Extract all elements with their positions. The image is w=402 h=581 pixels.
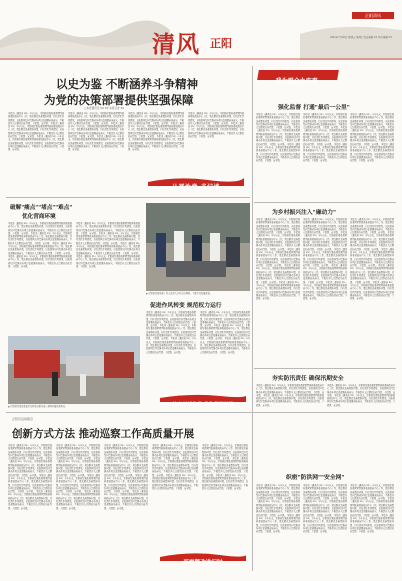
- rt-col-1-text-b: 本报讯（通讯员 XX）今年以来，正阳县纪委监委紧紧围绕县委县政府中心工作，聚焦群众急难愁盼问题，持续深化作风建设，以监督执纪问责推动各项决策部署落地落实，不断提升人民群众的获得感、幸福感、安全感。: [256, 126, 300, 146]
- lead-col-3-text-c: 本报讯（通讯员 XX）今年以来，正阳县纪委监委紧紧围绕县委县政府中心工作，聚焦群众急难愁盼问题，持续深化作风建设，以监督执纪问责推动各项决策部署落地落实，不断提升人民群众的获得感、幸福感、安全感。: [128, 135, 184, 152]
- b-col-4-text: 本报讯（通讯员 XX）今年以来，正阳县纪委监委紧紧围绕县委县政府中心工作，聚焦群众急难愁盼问题，持续深化作风建设，以监督执纪问责推动各项决策部署落地落实，不断提升人民群众的获得感、幸福感、安全感。: [152, 444, 198, 461]
- cm-col-1-text: 本报讯（通讯员 XX）今年以来，正阳县纪委监委紧紧围绕县委县政府中心工作，聚焦群众急难愁盼问题，持续深化作风建设，以监督执纪问责推动各项决策部署落地落实，不断提升人民群众的获得感、幸福感、安全感。: [146, 311, 196, 328]
- mid-left-col-2: [76, 222, 140, 326]
- rb-col-2-text: 本报讯（通讯员 XX）今年以来，正阳县纪委监委紧紧围绕县委县政府中心工作，聚焦群众急难愁盼问题，持续深化作风建设，以监督执纪问责推动各项决策部署落地落实，不断提升人民群众的获得感、幸福感、安全感。: [327, 384, 395, 397]
- masthead-mountain-art: [0, 0, 402, 60]
- bottom-col-1: [8, 444, 52, 572]
- lead-title-line2: 为党的决策部署提供坚强保障: [44, 93, 194, 107]
- lead-col-1-text-b: 本报讯（通讯员 XX）今年以来，正阳县纪委监委紧紧围绕县委县政府中心工作，聚焦群众急难愁盼问题，持续深化作风建设，以监督执纪问责推动各项决策部署落地落实，不断提升人民群众的获得感、幸福感、安全感。: [8, 121, 64, 139]
- bottom-col-2: [56, 444, 100, 572]
- right-top-col-1: [256, 113, 300, 201]
- cm-col-2-text-b: 本报讯（通讯员 XX）今年以来，正阳县纪委监委紧紧围绕县委县政府中心工作，聚焦群众急难愁盼问题，持续深化作风建设，以监督执纪问责推动各项决策部署落地落实，不断提升人民群众的获得感、幸福感、安全感。: [200, 324, 250, 341]
- center-mid-col-1: [146, 311, 196, 371]
- right-bottom-col-5: [350, 484, 394, 574]
- lead-col-2: [68, 112, 124, 188]
- rb-col-3-text-b: 本报讯（通讯员 XX）今年以来，正阳县纪委监委紧紧围绕县委县政府中心工作，聚焦群众急难愁盼问题，持续深化作风建设，以监督执纪问责推动各项决策部署落地落实，不断提升人民群众的获得感、幸福感、安全感。: [256, 497, 300, 517]
- rm-col-2-text-c: 本报讯（通讯员 XX）今年以来，正阳县纪委监委紧紧围绕县委县政府中心工作，聚焦群众急难愁盼问题，持续深化作风建设，以监督执纪问责推动各项决策部署落地落实，不断提升人民群众的获得感、幸福感、安全感。: [303, 247, 347, 268]
- lead-col-3-text-b: 本报讯（通讯员 XX）今年以来，正阳县纪委监委紧紧围绕县委县政府中心工作，聚焦群众急难愁盼问题，持续深化作风建设，以监督执纪问责推动各项决策部署落地落实，不断提升人民群众的获得感、幸福感、安全感。: [128, 121, 184, 139]
- photo-left: [8, 336, 140, 404]
- right-top-col-3: [350, 113, 394, 201]
- right-mid-col-2: [303, 218, 347, 364]
- lead-col-1-text: 本报讯（通讯员 XX）今年以来，正阳县纪委监委紧紧围绕县委县政府中心工作，聚焦群众急难愁盼问题，持续深化作风建设，以监督执纪问责推动各项决策部署落地落实，不断提升人民群众的获得感、幸福感、安全感。: [8, 112, 64, 125]
- rm-col-3-text-d: 本报讯（通讯员 XX）今年以来，正阳县纪委监委紧紧围绕县委县政府中心工作，聚焦群众急难愁盼问题，持续深化作风建设，以监督执纪问责推动各项决策部署落地落实，不断提升人民群众的获得感、幸福感、安全感。: [350, 264, 394, 284]
- lead-col-1: [8, 112, 64, 188]
- bottom-col-4: [152, 444, 198, 544]
- rm-col-3-text-c: 本报讯（通讯员 XX）今年以来，正阳县纪委监委紧紧围绕县委县政府中心工作，聚焦群众急难愁盼问题，持续深化作风建设，以监督执纪问责推动各项决策部署落地落实，不断提升人民群众的获得感、幸福感、安全感。: [350, 247, 394, 268]
- bottom-banner-text: 巡察整改进行时: [183, 560, 223, 566]
- rm-col-2-text-d: 本报讯（通讯员 XX）今年以来，正阳县纪委监委紧紧围绕县委县政府中心工作，聚焦群众急难愁盼问题，持续深化作风建设，以监督执纪问责推动各项决策部署落地落实，不断提升人民群众的获得感、幸福感、安全感。: [303, 264, 347, 284]
- rb-col-5-text-b: 本报讯（通讯员 XX）今年以来，正阳县纪委监委紧紧围绕县委县政府中心工作，聚焦群众急难愁盼问题，持续深化作风建设，以监督执纪问责推动各项决策部署落地落实，不断提升人民群众的获得感、幸福感、安全感。: [350, 497, 394, 517]
- center-mid-banner: [160, 393, 246, 408]
- center-mid-col-2: [200, 311, 250, 371]
- right-bottom-col-3: [256, 484, 300, 574]
- rm-col-2-text-e: 本报讯（通讯员 XX）今年以来，正阳县纪委监委紧紧围绕县委县政府中心工作，聚焦群众急难愁盼问题，持续深化作风建设，以监督执纪问责推动各项决策部署落地落实，不断提升人民群众的获得感、幸福感、安全感。: [303, 280, 347, 301]
- rb-col-2-text-b: 本报讯（通讯员 XX）今年以来，正阳县纪委监委紧紧围绕县委县政府中心工作，聚焦群众急难愁盼问题，持续深化作风建设，以监督执纪问责推动各项决策部署落地落实，不断提升人民群众的获得感、幸福感、安全感。: [327, 393, 395, 407]
- b-col-2-text-d: 本报讯（通讯员 XX）今年以来，正阳县纪委监委紧紧围绕县委县政府中心工作，聚焦群众急难愁盼问题，持续深化作风建设，以监督执纪问责推动各项决策部署落地落实，不断提升人民群众的获得感、幸福感、安全感。: [56, 490, 100, 510]
- b-col-3-text-b: 本报讯（通讯员 XX）今年以来，正阳县纪委监委紧紧围绕县委县政府中心工作，聚焦群众急难愁盼问题，持续深化作风建设，以监督执纪问责推动各项决策部署落地落实，不断提升人民群众的获得感、幸福感、安全感。: [104, 457, 148, 477]
- rm-col-2-text: 本报讯（通讯员 XX）今年以来，正阳县纪委监委紧紧围绕县委县政府中心工作，聚焦群众急难愁盼问题，持续深化作风建设，以监督执纪问责推动各项决策部署落地落实，不断提升人民群众的获得感、幸福感、安全感。: [303, 218, 347, 235]
- rm-col-1-text-c: 本报讯（通讯员 XX）今年以来，正阳县纪委监委紧紧围绕县委县政府中心工作，聚焦群众急难愁盼问题，持续深化作风建设，以监督执纪问责推动各项决策部署落地落实，不断提升人民群众的获得感、幸福感、安全感。: [256, 247, 300, 268]
- cm-col-1-text-c: 本报讯（通讯员 XX）今年以来，正阳县纪委监委紧紧围绕县委县政府中心工作，聚焦群众急难愁盼问题，持续深化作风建设，以监督执纪问责推动各项决策部署落地落实，不断提升人民群众的获得感、幸福感、安全感。: [146, 337, 196, 354]
- right-bottom-col-4: [303, 484, 347, 574]
- caption-left: ▲ 正阳县纪委监委派驻纪检监察组对施工现场开展监督检查。: [8, 405, 68, 408]
- right-mid-col-1: [256, 218, 300, 364]
- photo-center-art: [146, 203, 250, 291]
- rm-col-1-text-e: 本报讯（通讯员 XX）今年以来，正阳县纪委监委紧紧围绕县委县政府中心工作，聚焦群众急难愁盼问题，持续深化作风建设，以监督执纪问责推动各项决策部署落地落实，不断提升人民群众的获得感、幸福感、安全感。: [256, 280, 300, 301]
- lead-banner: [148, 176, 244, 191]
- masthead: [0, 0, 402, 60]
- bottom-title: 创新方式方法 推动巡察工作高质量开展: [12, 428, 195, 440]
- right-bottom-col-2: [327, 384, 395, 410]
- rm-col-1-text-d: 本报讯（通讯员 XX）今年以来，正阳县纪委监委紧紧围绕县委县政府中心工作，聚焦群众急难愁盼问题，持续深化作风建设，以监督执纪问责推动各项决策部署落地落实，不断提升人民群众的获得感、幸福感、安全感。: [256, 264, 300, 284]
- ml-col-2-text: 本报讯（通讯员 XX）今年以来，正阳县纪委监委紧紧围绕县委县政府中心工作，聚焦群众急难愁盼问题，持续深化作风建设，以监督执纪问责推动各项决策部署落地落实，不断提升人民群众的获得感、幸福感、安全感。: [76, 222, 140, 235]
- lead-col-2-text: 本报讯（通讯员 XX）今年以来，正阳县纪委监委紧紧围绕县委县政府中心工作，聚焦群众急难愁盼问题，持续深化作风建设，以监督执纪问责推动各项决策部署落地落实，不断提升人民群众的获得感、幸福感、安全感。: [68, 112, 124, 125]
- photo-center: [146, 203, 250, 291]
- rm-col-2-text-b: 本报讯（通讯员 XX）今年以来，正阳县纪委监委紧紧围绕县委县政府中心工作，聚焦群众急难愁盼问题，持续深化作风建设，以监督执纪问责推动各项决策部署落地落实，不断提升人民群众的获得感、幸福感、安全感。: [303, 231, 347, 251]
- mid-left-col-1: [8, 222, 72, 326]
- masthead-title: 清风: [152, 31, 200, 58]
- banner-swoosh-art: [160, 393, 246, 402]
- b-col-2-text-b: 本报讯（通讯员 XX）今年以来，正阳县纪委监委紧紧围绕县委县政府中心工作，聚焦群众急难愁盼问题，持续深化作风建设，以监督执纪问责推动各项决策部署落地落实，不断提升人民群众的获得感、幸福感、安全感。: [56, 457, 100, 477]
- rt-col-3-text: 本报讯（通讯员 XX）今年以来，正阳县纪委监委紧紧围绕县委县政府中心工作，聚焦群众急难愁盼问题，持续深化作风建设，以监督执纪问责推动各项决策部署落地落实，不断提升人民群众的获得感、幸福感、安全感。: [350, 113, 394, 130]
- masthead-region: 正阳: [210, 38, 232, 50]
- lead-col-4-text: 本报讯（通讯员 XX）今年以来，正阳县纪委监委紧紧围绕县委县政府中心工作，聚焦群众急难愁盼问题，持续深化作风建设，以监督执纪问责推动各项决策部署落地落实，不断提升人民群众的获得感、幸福感、安全感。: [188, 112, 244, 125]
- divider: [254, 202, 396, 203]
- rt-col-2-text-b: 本报讯（通讯员 XX）今年以来，正阳县纪委监委紧紧围绕县委县政府中心工作，聚焦群众急难愁盼问题，持续深化作风建设，以监督执纪问责推动各项决策部署落地落实，不断提升人民群众的获得感、幸福感、安全感。: [303, 126, 347, 146]
- b-col-5-text-c: 本报讯（通讯员 XX）今年以来，正阳县纪委监委紧紧围绕县委县政府中心工作，聚焦群众急难愁盼问题，持续深化作风建设，以监督执纪问责推动各项决策部署落地落实，不断提升人民群众的获得感、幸福感、安全感。: [202, 473, 248, 490]
- b-col-1-text-b: 本报讯（通讯员 XX）今年以来，正阳县纪委监委紧紧围绕县委县政府中心工作，聚焦群众急难愁盼问题，持续深化作风建设，以监督执纪问责推动各项决策部署落地落实，不断提升人民群众的获得感、幸福感、安全感。: [8, 457, 52, 477]
- center-mid-banner-text: 转变干部作风 优化营商环境: [172, 402, 234, 408]
- lead-col-1-text-c: 本报讯（通讯员 XX）今年以来，正阳县纪委监委紧紧围绕县委县政府中心工作，聚焦群众急难愁盼问题，持续深化作风建设，以监督执纪问责推动各项决策部署落地落实，不断提升人民群众的获得感、幸福感、安全感。: [8, 135, 64, 152]
- right-bottom-title1: 夯实防汛责任 确保汛期安全: [272, 376, 344, 382]
- rm-col-1-text-b: 本报讯（通讯员 XX）今年以来，正阳县纪委监委紧紧围绕县委县政府中心工作，聚焦群众急难愁盼问题，持续深化作风建设，以监督执纪问责推动各项决策部署落地落实，不断提升人民群众的获得感、幸福感、安全感。: [256, 231, 300, 251]
- mid-left-title-line1: 破解"痛点""堵点""难点": [10, 205, 73, 211]
- right-top-title: 强化监督 打通"最后一公里": [278, 105, 350, 111]
- masthead-date: 2021年7月30日 星期五 第4版 责任编辑 XX 美术编辑 XX: [330, 36, 392, 39]
- b-col-2-text-c: 本报讯（通讯员 XX）今年以来，正阳县纪委监委紧紧围绕县委县政府中心工作，聚焦群众急难愁盼问题，持续深化作风建设，以监督执纪问责推动各项决策部署落地落实，不断提升人民群众的获得感、幸福感、安全感。: [56, 473, 100, 494]
- lead-title-line1: 以史为鉴 不断涵养斗争精神: [56, 77, 199, 91]
- rb-col-4-text-b: 本报讯（通讯员 XX）今年以来，正阳县纪委监委紧紧围绕县委县政府中心工作，聚焦群众急难愁盼问题，持续深化作风建设，以监督执纪问责推动各项决策部署落地落实，不断提升人民群众的获得感、幸福感、安全感。: [303, 497, 347, 517]
- divider: [254, 368, 396, 369]
- right-top-col-2: [303, 113, 347, 201]
- right-bottom-col-1: [256, 384, 324, 410]
- divider: [6, 197, 250, 198]
- rb-col-4-text: 本报讯（通讯员 XX）今年以来，正阳县纪委监委紧紧围绕县委县政府中心工作，聚焦群众急难愁盼问题，持续深化作风建设，以监督执纪问责推动各项决策部署落地落实，不断提升人民群众的获得感、幸福感、安全感。: [303, 484, 347, 501]
- right-top-banner: [257, 70, 339, 85]
- lead-col-2-text-b: 本报讯（通讯员 XX）今年以来，正阳县纪委监委紧紧围绕县委县政府中心工作，聚焦群众急难愁盼问题，持续深化作风建设，以监督执纪问责推动各项决策部署落地落实，不断提升人民群众的获得感、幸福感、安全感。: [68, 121, 124, 139]
- divider: [6, 412, 396, 413]
- bottom-banner: [160, 551, 246, 566]
- caption-center: ▲ 正阳县纪委监委工作人员深入企业走访调研，了解企业发展难题。: [146, 292, 212, 295]
- b-col-1-text-c: 本报讯（通讯员 XX）今年以来，正阳县纪委监委紧紧围绕县委县政府中心工作，聚焦群众急难愁盼问题，持续深化作风建设，以监督执纪问责推动各项决策部署落地落实，不断提升人民群众的获得感、幸福感、安全感。: [8, 473, 52, 494]
- right-top-banner-text: 我为群众办实事: [275, 79, 318, 85]
- rt-col-1-text: 本报讯（通讯员 XX）今年以来，正阳县纪委监委紧紧围绕县委县政府中心工作，聚焦群众急难愁盼问题，持续深化作风建设，以监督执纪问责推动各项决策部署落地落实，不断提升人民群众的获得感、幸福感、安全感。: [256, 113, 300, 130]
- rt-col-2-text: 本报讯（通讯员 XX）今年以来，正阳县纪委监委紧紧围绕县委县政府中心工作，聚焦群众急难愁盼问题，持续深化作风建设，以监督执纪问责推动各项决策部署落地落实，不断提升人民群众的获得感、幸福感、安全感。: [303, 113, 347, 130]
- cm-col-1-text-b: 本报讯（通讯员 XX）今年以来，正阳县纪委监委紧紧围绕县委县政府中心工作，聚焦群众急难愁盼问题，持续深化作风建设，以监督执纪问责推动各项决策部署落地落实，不断提升人民群众的获得感、幸福感、安全感。: [146, 324, 196, 341]
- right-mid-col-3: [350, 218, 394, 364]
- rb-col-3-text: 本报讯（通讯员 XX）今年以来，正阳县纪委监委紧紧围绕县委县政府中心工作，聚焦群众急难愁盼问题，持续深化作风建设，以监督执纪问责推动各项决策部署落地落实，不断提升人民群众的获得感、幸福感、安全感。: [256, 484, 300, 501]
- lead-col-4: [188, 112, 244, 172]
- right-bottom-title2: 织密"防洪网""安全网": [286, 475, 345, 481]
- rt-col-1-text-c: 本报讯（通讯员 XX）今年以来，正阳县纪委监委紧紧围绕县委县政府中心工作，聚焦群众急难愁盼问题，持续深化作风建设，以监督执纪问责推动各项决策部署落地落实，不断提升人民群众的获得感、幸福感、安全感。: [256, 142, 300, 163]
- b-col-2-text: 本报讯（通讯员 XX）今年以来，正阳县纪委监委紧紧围绕县委县政府中心工作，聚焦群众急难愁盼问题，持续深化作风建设，以监督执纪问责推动各项决策部署落地落实，不断提升人民群众的获得感、幸福感、安全感。: [56, 444, 100, 461]
- lead-col-3-text: 本报讯（通讯员 XX）今年以来，正阳县纪委监委紧紧围绕县委县政府中心工作，聚焦群众急难愁盼问题，持续深化作风建设，以监督执纪问责推动各项决策部署落地落实，不断提升人民群众的获得感、幸福感、安全感。: [128, 112, 184, 125]
- rt-col-3-text-c: 本报讯（通讯员 XX）今年以来，正阳县纪委监委紧紧围绕县委县政府中心工作，聚焦群众急难愁盼问题，持续深化作风建设，以监督执纪问责推动各项决策部署落地落实，不断提升人民群众的获得感、幸福感、安全感。: [350, 142, 394, 163]
- photo-left-art: [8, 336, 140, 404]
- rb-col-4-text-c: 本报讯（通讯员 XX）今年以来，正阳县纪委监委紧紧围绕县委县政府中心工作，聚焦群众急难愁盼问题，持续深化作风建设，以监督执纪问责推动各项决策部署落地落实，不断提升人民群众的获得感、幸福感、安全感。: [303, 513, 347, 534]
- divider: [252, 66, 253, 571]
- lead-col-2-text-c: 本报讯（通讯员 XX）今年以来，正阳县纪委监委紧紧围绕县委县政府中心工作，聚焦群众急难愁盼问题，持续深化作风建设，以监督执纪问责推动各项决策部署落地落实，不断提升人民群众的获得感、幸福感、安全感。: [68, 135, 124, 152]
- rm-col-3-text-b: 本报讯（通讯员 XX）今年以来，正阳县纪委监委紧紧围绕县委县政府中心工作，聚焦群众急难愁盼问题，持续深化作风建设，以监督执纪问责推动各项决策部署落地落实，不断提升人民群众的获得感、幸福感、安全感。: [350, 231, 394, 251]
- b-col-5-text-b: 本报讯（通讯员 XX）今年以来，正阳县纪委监委紧紧围绕县委县政府中心工作，聚焦群众急难愁盼问题，持续深化作风建设，以监督执纪问责推动各项决策部署落地落实，不断提升人民群众的获得感、幸福感、安全感。: [202, 457, 248, 477]
- b-col-1-text-d: 本报讯（通讯员 XX）今年以来，正阳县纪委监委紧紧围绕县委县政府中心工作，聚焦群众急难愁盼问题，持续深化作风建设，以监督执纪问责推动各项决策部署落地落实，不断提升人民群众的获得感、幸福感、安全感。: [8, 490, 52, 510]
- lead-byline: □本报通讯员 XX XX 本报记者 XX: [84, 107, 125, 110]
- b-col-4-text-c: 本报讯（通讯员 XX）今年以来，正阳县纪委监委紧紧围绕县委县政府中心工作，聚焦群众急难愁盼问题，持续深化作风建设，以监督执纪问责推动各项决策部署落地落实，不断提升人民群众的获得感、幸福感、安全感。: [152, 473, 198, 490]
- b-col-3-text-d: 本报讯（通讯员 XX）今年以来，正阳县纪委监委紧紧围绕县委县政府中心工作，聚焦群众急难愁盼问题，持续深化作风建设，以监督执纪问责推动各项决策部署落地落实，不断提升人民群众的获得感、幸福感、安全感。: [104, 490, 148, 510]
- bottom-col-5: [202, 444, 248, 544]
- ml-col-1-text-c: 本报讯（通讯员 XX）今年以来，正阳县纪委监委紧紧围绕县委县政府中心工作，聚焦群众急难愁盼问题，持续深化作风建设，以监督执纪问责推动各项决策部署落地落实，不断提升人民群众的获得感、幸福感、安全感。: [8, 241, 72, 255]
- b-col-1-text: 本报讯（通讯员 XX）今年以来，正阳县纪委监委紧紧围绕县委县政府中心工作，聚焦群众急难愁盼问题，持续深化作风建设，以监督执纪问责推动各项决策部署落地落实，不断提升人民群众的获得感、幸福感、安全感。: [8, 444, 52, 461]
- center-mid-title: 促进作风转变 规范权力运行: [150, 303, 222, 309]
- b-col-4-text-b: 本报讯（通讯员 XX）今年以来，正阳县纪委监委紧紧围绕县委县政府中心工作，聚焦群众急难愁盼问题，持续深化作风建设，以监督执纪问责推动各项决策部署落地落实，不断提升人民群众的获得感、幸福感、安全感。: [152, 457, 198, 477]
- rt-col-2-text-c: 本报讯（通讯员 XX）今年以来，正阳县纪委监委紧紧围绕县委县政府中心工作，聚焦群众急难愁盼问题，持续深化作风建设，以监督执纪问责推动各项决策部署落地落实，不断提升人民群众的获得感、幸福感、安全感。: [303, 142, 347, 163]
- right-mid-title: 为乡村振兴注入"廉动力": [272, 210, 337, 216]
- ml-col-1-text-b: 本报讯（通讯员 XX）今年以来，正阳县纪委监委紧紧围绕县委县政府中心工作，聚焦群众急难愁盼问题，持续深化作风建设，以监督执纪问责推动各项决策部署落地落实，不断提升人民群众的获得感、幸福感、安全感。: [8, 231, 72, 245]
- rb-col-3-text-c: 本报讯（通讯员 XX）今年以来，正阳县纪委监委紧紧围绕县委县政府中心工作，聚焦群众急难愁盼问题，持续深化作风建设，以监督执纪问责推动各项决策部署落地落实，不断提升人民群众的获得感、幸福感、安全感。: [256, 513, 300, 534]
- masthead-logo: 正阳清风: [352, 12, 394, 19]
- lead-banner-text: 从严治党·书记谈: [172, 185, 220, 191]
- b-col-3-text-c: 本报讯（通讯员 XX）今年以来，正阳县纪委监委紧紧围绕县委县政府中心工作，聚焦群众急难愁盼问题，持续深化作风建设，以监督执纪问责推动各项决策部署落地落实，不断提升人民群众的获得感、幸福感、安全感。: [104, 473, 148, 494]
- rt-col-3-text-b: 本报讯（通讯员 XX）今年以来，正阳县纪委监委紧紧围绕县委县政府中心工作，聚焦群众急难愁盼问题，持续深化作风建设，以监督执纪问责推动各项决策部署落地落实，不断提升人民群众的获得感、幸福感、安全感。: [350, 126, 394, 146]
- rb-col-5-text: 本报讯（通讯员 XX）今年以来，正阳县纪委监委紧紧围绕县委县政府中心工作，聚焦群众急难愁盼问题，持续深化作风建设，以监督执纪问责推动各项决策部署落地落实，不断提升人民群众的获得感、幸福感、安全感。: [350, 484, 394, 501]
- cm-col-2-text: 本报讯（通讯员 XX）今年以来，正阳县纪委监委紧紧围绕县委县政府中心工作，聚焦群众急难愁盼问题，持续深化作风建设，以监督执纪问责推动各项决策部署落地落实，不断提升人民群众的获得感、幸福感、安全感。: [200, 311, 250, 328]
- rb-col-1-text: 本报讯（通讯员 XX）今年以来，正阳县纪委监委紧紧围绕县委县政府中心工作，聚焦群众急难愁盼问题，持续深化作风建设，以监督执纪问责推动各项决策部署落地落实，不断提升人民群众的获得感、幸福感、安全感。: [256, 384, 324, 397]
- b-col-5-text: 本报讯（通讯员 XX）今年以来，正阳县纪委监委紧紧围绕县委县政府中心工作，聚焦群众急难愁盼问题，持续深化作风建设，以监督执纪问责推动各项决策部署落地落实，不断提升人民群众的获得感、幸福感、安全感。: [202, 444, 248, 461]
- lead-col-4-text-b: 本报讯（通讯员 XX）今年以来，正阳县纪委监委紧紧围绕县委县政府中心工作，聚焦群众急难愁盼问题，持续深化作风建设，以监督执纪问责推动各项决策部署落地落实，不断提升人民群众的获得感、幸福感、安全感。: [188, 121, 244, 139]
- rb-col-5-text-c: 本报讯（通讯员 XX）今年以来，正阳县纪委监委紧紧围绕县委县政府中心工作，聚焦群众急难愁盼问题，持续深化作风建设，以监督执纪问责推动各项决策部署落地落实，不断提升人民群众的获得感、幸福感、安全感。: [350, 513, 394, 534]
- bottom-col-3: [104, 444, 148, 572]
- b-col-3-text: 本报讯（通讯员 XX）今年以来，正阳县纪委监委紧紧围绕县委县政府中心工作，聚焦群众急难愁盼问题，持续深化作风建设，以监督执纪问责推动各项决策部署落地落实，不断提升人民群众的获得感、幸福感、安全感。: [104, 444, 148, 461]
- ml-col-1-text-d: 本报讯（通讯员 XX）今年以来，正阳县纪委监委紧紧围绕县委县政府中心工作，聚焦群众急难愁盼问题，持续深化作风建设，以监督执纪问责推动各项决策部署落地落实，不断提升人民群众的获得感、幸福感、安全感。: [8, 254, 72, 268]
- ml-col-2-text-b: 本报讯（通讯员 XX）今年以来，正阳县纪委监委紧紧围绕县委县政府中心工作，聚焦群众急难愁盼问题，持续深化作风建设，以监督执纪问责推动各项决策部署落地落实，不断提升人民群众的获得感、幸福感、安全感。: [76, 231, 140, 245]
- rb-col-1-text-b: 本报讯（通讯员 XX）今年以来，正阳县纪委监委紧紧围绕县委县政府中心工作，聚焦群众急难愁盼问题，持续深化作风建设，以监督执纪问责推动各项决策部署落地落实，不断提升人民群众的获得感、幸福感、安全感。: [256, 393, 324, 407]
- rm-col-1-text: 本报讯（通讯员 XX）今年以来，正阳县纪委监委紧紧围绕县委县政府中心工作，聚焦群众急难愁盼问题，持续深化作风建设，以监督执纪问责推动各项决策部署落地落实，不断提升人民群众的获得感、幸福感、安全感。: [256, 218, 300, 235]
- ml-col-2-text-c: 本报讯（通讯员 XX）今年以来，正阳县纪委监委紧紧围绕县委县政府中心工作，聚焦群众急难愁盼问题，持续深化作风建设，以监督执纪问责推动各项决策部署落地落实，不断提升人民群众的获得感、幸福感、安全感。: [76, 241, 140, 255]
- ml-col-2-text-d: 本报讯（通讯员 XX）今年以来，正阳县纪委监委紧紧围绕县委县政府中心工作，聚焦群众急难愁盼问题，持续深化作风建设，以监督执纪问责推动各项决策部署落地落实，不断提升人民群众的获得感、幸福感、安全感。: [76, 254, 140, 268]
- cm-col-2-text-c: 本报讯（通讯员 XX）今年以来，正阳县纪委监委紧紧围绕县委县政府中心工作，聚焦群众急难愁盼问题，持续深化作风建设，以监督执纪问责推动各项决策部署落地落实，不断提升人民群众的获得感、幸福感、安全感。: [200, 337, 250, 354]
- rm-col-3-text-e: 本报讯（通讯员 XX）今年以来，正阳县纪委监委紧紧围绕县委县政府中心工作，聚焦群众急难愁盼问题，持续深化作风建设，以监督执纪问责推动各项决策部署落地落实，不断提升人民群众的获得感、幸福感、安全感。: [350, 280, 394, 301]
- rm-col-3-text: 本报讯（通讯员 XX）今年以来，正阳县纪委监委紧紧围绕县委县政府中心工作，聚焦群众急难愁盼问题，持续深化作风建设，以监督执纪问责推动各项决策部署落地落实，不断提升人民群众的获得感、幸福感、安全感。: [350, 218, 394, 235]
- ml-col-1-text: 本报讯（通讯员 XX）今年以来，正阳县纪委监委紧紧围绕县委县政府中心工作，聚焦群众急难愁盼问题，持续深化作风建设，以监督执纪问责推动各项决策部署落地落实，不断提升人民群众的获得感、幸福感、安全感。: [8, 222, 72, 235]
- bottom-kicker: 正阳县巡察篇章: [12, 417, 34, 421]
- mid-left-title-line2: 优化营商环境: [22, 214, 56, 220]
